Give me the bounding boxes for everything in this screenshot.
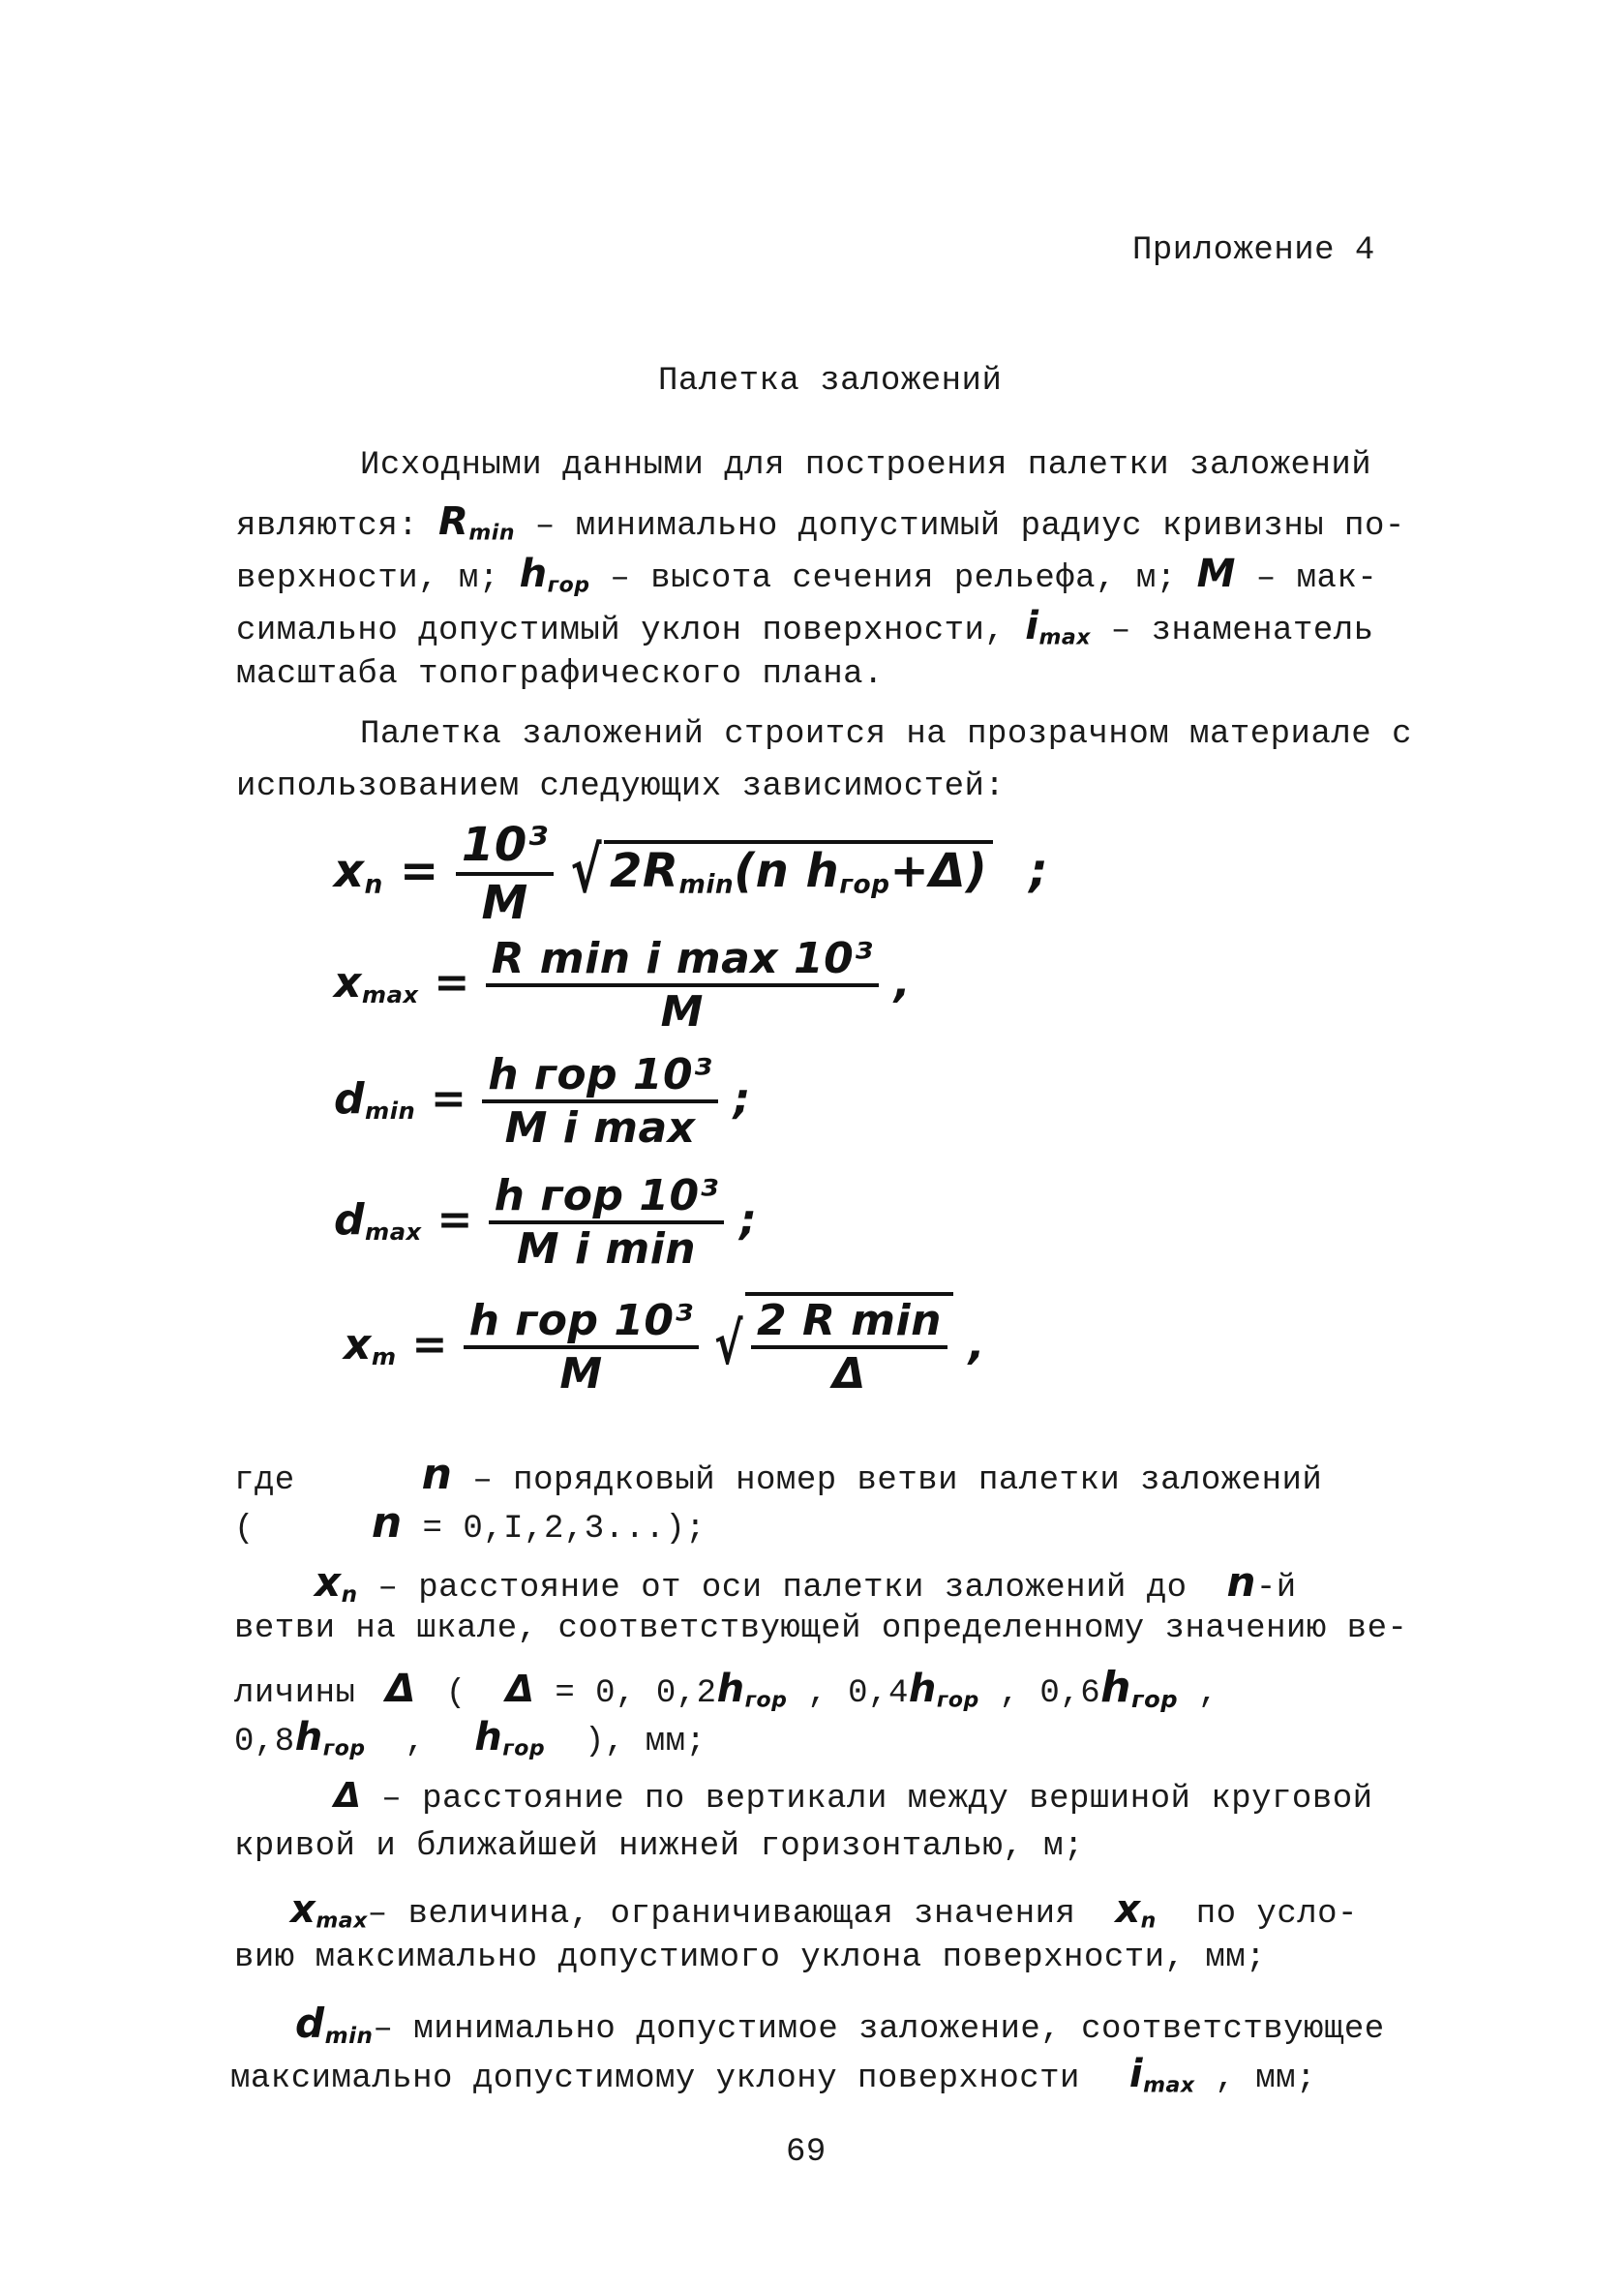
formula-xm-fraction: $\frac{\text{h гор 10³}}{M}$ <box>464 1296 700 1399</box>
intro-line-2: являются: $R_{min}$ – минимально допустимый радиус кривизны по- <box>236 499 1405 546</box>
def-xmax-line-1: $x_{max}-$ величина, ограничивающая значения $x_n$ по усло- <box>290 1887 1358 1934</box>
formula-dmax: $d_{max}$ = $\frac{\text{h гор 10³}}{\text{M i min}}$ ; <box>334 1171 758 1274</box>
intro-line-1: Исходными данными для построения палетки заложений <box>360 447 1372 484</box>
symbol-h-gor: $h_{гор}$ <box>519 552 590 598</box>
def-delta-line-2: кривой и ближайшей нижней горизонталью, м; <box>234 1828 1084 1865</box>
formula-dmax-lhs: $d_{max}$ <box>334 1195 422 1247</box>
formula-dmin: $d_{min}$ = $\frac{\text{h гор 10³}}{\text{M i max}}$ ; <box>334 1050 751 1153</box>
symbol-delta-2: Δ <box>505 1668 535 1710</box>
symbol-n-range: n <box>371 1498 403 1548</box>
build-line-1: Палетка заложений строится на прозрачном материале с <box>360 716 1412 753</box>
def-xmax-line-2: вию максимально допустимого уклона поверхности, мм; <box>234 1940 1267 1976</box>
symbol-xn: $x_n$ <box>315 1558 358 1608</box>
def-n-line-1: где n – порядковый номер ветви палетки заложений <box>234 1450 1323 1499</box>
formula-xn: $x_n$ = $\frac{\text{10³}}{M}$ √ $2R_{min}(n$ $h_{гор}+\Delta$) ; <box>334 818 1049 930</box>
formula-xmax-fraction: $\frac{\text{R min i max 10³}}{M}$ <box>486 934 879 1037</box>
build-line-2: использованием следующих зависимостей: <box>236 768 1006 805</box>
symbol-i-max-2: $i_{max}$ <box>1128 2052 1195 2098</box>
def-xn-line-4: $0,8h_{гор}$ , $h_{гор}$ ), мм; <box>234 1715 707 1761</box>
symbol-h-gor-4: $h_{гор}$ <box>294 1715 366 1761</box>
def-xn-line-3: личины Δ ( Δ = 0, $0,2h_{гор}$ , $0,4h_{гор}$ , $0,6h_{гор}$ , <box>234 1663 1218 1714</box>
def-dmin-line-1: $d_{min}-$ минимально допустимое заложение, соответствующее <box>295 2000 1385 2049</box>
formula-xm-lhs: $x_m$ <box>344 1320 397 1371</box>
def-dmin-line-2: максимально допустимому уклону поверхности $i_{max}$ , мм; <box>230 2052 1316 2098</box>
intro-line-3: верхности, м; $h_{гор}$ – высота сечения рельефа, м; M – мак- <box>236 552 1378 598</box>
symbol-h-gor-1: $h_{гор}$ <box>716 1667 788 1713</box>
formula-xm-root: $\frac{\text{2 R min}}{\Delta}$ <box>745 1292 953 1399</box>
symbol-mu: M <box>1196 552 1236 596</box>
formula-xm: $x_m$ = $\frac{\text{h гор 10³}}{M}$ √ $\frac{\text{2 R min}}{\Delta}$ , <box>344 1292 985 1399</box>
formula-dmax-fraction: $\frac{\text{h гор 10³}}{\text{M i min}}$ <box>489 1171 725 1274</box>
symbol-n-branch: n <box>1226 1558 1256 1606</box>
def-delta-line-1: Δ – расстояние по вертикали между вершиной круговой <box>334 1776 1373 1818</box>
appendix-label: Приложение 4 <box>1132 232 1375 269</box>
symbol-xmax: $x_{max}$ <box>290 1887 368 1934</box>
formula-xn-root: $2R_{min}(n$ $h_{гор}+\Delta$) <box>604 840 993 900</box>
formula-xn-fraction: $\frac{\text{10³}}{M}$ <box>456 818 554 930</box>
formula-xmax-lhs: $x_{max}$ <box>334 958 419 1009</box>
intro-line-4: симально допустимый уклон поверхности, $i_{max}$ – знаменатель <box>236 604 1374 650</box>
symbol-h-gor-3: $h_{гор}$ <box>1100 1663 1179 1714</box>
def-xn-line-1: $x_n$ – расстояние от оси палетки заложений до n-й <box>315 1558 1297 1608</box>
def-n-line-2: ( n = 0,I,2,3...); <box>234 1498 707 1548</box>
symbol-delta: Δ <box>385 1667 416 1711</box>
symbol-h-gor-5: $h_{гор}$ <box>474 1715 546 1761</box>
symbol-n: n <box>421 1450 453 1499</box>
symbol-dmin: $d_{min}$ <box>295 2000 374 2049</box>
symbol-h-gor-2: $h_{гор}$ <box>908 1667 979 1713</box>
symbol-xn-2: $x_n$ <box>1115 1887 1157 1934</box>
def-xn-line-2: ветви на шкале, соответствующей определенному значению ве- <box>234 1610 1408 1647</box>
symbol-i-max: $i_{max}$ <box>1025 604 1091 650</box>
formula-xn-lhs: $x_n$ <box>334 844 383 900</box>
formula-dmin-fraction: $\frac{\text{h гор 10³}}{\text{M i max}}$ <box>482 1050 718 1153</box>
formula-dmin-lhs: $d_{min}$ <box>334 1074 416 1126</box>
intro-line-5: масштаба топографического плана. <box>236 656 884 693</box>
formula-xmax: $x_{max}$ = $\frac{\text{R min i max 10³}}{M}$ , <box>334 934 912 1037</box>
symbol-delta-3: Δ <box>334 1776 362 1816</box>
symbol-r-min: $R_{min}$ <box>438 499 515 546</box>
page-title: Палетка заложений <box>658 363 1003 400</box>
page-number: 69 <box>786 2134 827 2171</box>
